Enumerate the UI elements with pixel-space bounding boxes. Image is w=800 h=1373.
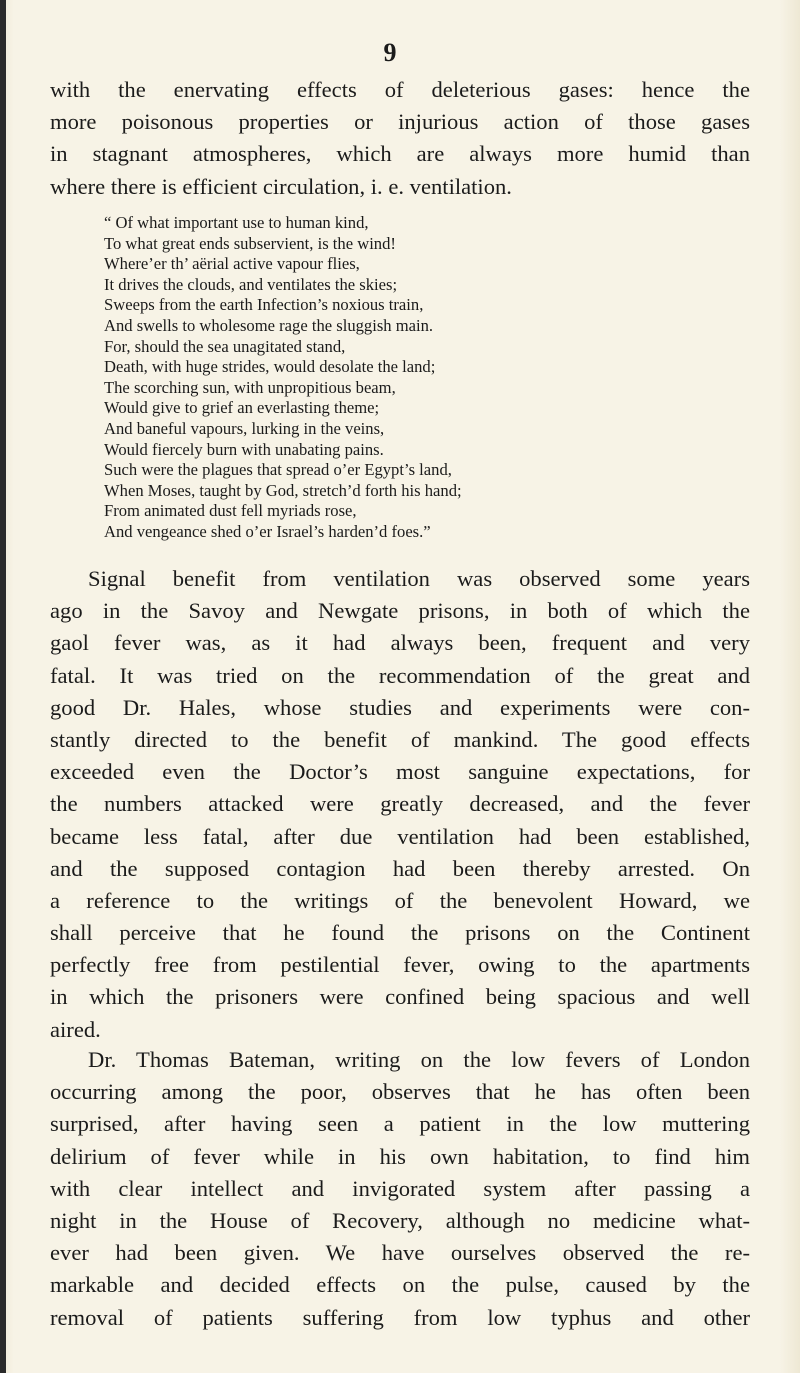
poem-line: When Moses, taught by God, stretch’d forth his hand; <box>104 480 462 500</box>
paragraph-line: Dr. Thomas Bateman, writing on the low fevers of London <box>88 1047 750 1072</box>
poem-line: It drives the clouds, and ventilates the skies; <box>104 274 398 294</box>
poem-line: “ Of what important use to human kind, <box>104 213 369 232</box>
poem-line: The scorching sun, with unpropitious beam, <box>104 377 396 397</box>
intro-paragraph <box>50 74 750 203</box>
paragraph-line: and the supposed contagion had been thereby arrested. On <box>50 855 750 881</box>
paragraph-line: ago in the Savoy and Newgate prisons, in both of which the <box>50 598 750 624</box>
paragraph-line: removal of patients suffering from low typhus and other <box>50 1304 750 1330</box>
poem-line: Death, with huge strides, would desolate the land; <box>104 357 436 377</box>
paragraph-line: the numbers attacked were greatly decreased, and the fever <box>50 791 750 817</box>
paragraph-line: stantly directed to the benefit of mankind. The good effects <box>50 726 750 752</box>
paragraph-line: ever had been given. We have ourselves observed the re- <box>50 1240 750 1266</box>
paragraph-line: in which the prisoners were confined being spacious and well <box>50 984 750 1010</box>
paragraph-line: delirium of fever while in his own habitation, to find him <box>50 1143 750 1169</box>
paragraph-ventilation-prisons <box>50 563 750 1046</box>
paragraph-line: shall perceive that he found the prisons on the Continent <box>50 920 750 946</box>
page-spine-edge <box>0 0 6 1373</box>
poem-line: To what great ends subservient, is the wind! <box>104 233 396 253</box>
paragraph-line: with clear intellect and invigorated system after passing a <box>50 1175 750 1201</box>
poem-line: Where’er th’ aërial active vapour flies, <box>104 254 360 274</box>
poem-line: Would give to grief an everlasting theme; <box>104 398 380 418</box>
paragraph-line: surprised, after having seen a patient in the low muttering <box>50 1111 750 1137</box>
intro-line: in stagnant atmospheres, which are always more humid than <box>50 141 750 167</box>
paragraph-line: occurring among the poor, observes that he has often been <box>50 1079 750 1105</box>
paragraph-line: Signal benefit from ventilation was observed some years <box>88 566 750 591</box>
poem-line: For, should the sea unagitated stand, <box>104 336 346 356</box>
poem-line: And swells to wholesome rage the sluggish main. <box>104 315 434 335</box>
intro-line: with the enervating effects of deleterious gases: hence the <box>50 77 750 102</box>
intro-line: more poisonous properties or injurious action of those gases <box>50 109 750 135</box>
paragraph-bateman <box>50 1044 750 1334</box>
poem-line: Would fiercely burn with unabating pains. <box>104 439 384 459</box>
paragraph-line: became less fatal, after due ventilation had been established, <box>50 823 750 849</box>
paragraph-line: gaol fever was, as it had always been, frequent and very <box>50 630 750 656</box>
paragraph-line: markable and decided effects on the pulse, caused by the <box>50 1272 750 1298</box>
paragraph-line: night in the House of Recovery, although no medicine what- <box>50 1207 750 1233</box>
poem-line: And baneful vapours, lurking in the veins, <box>104 418 385 438</box>
intro-line: where there is efficient circulation, i. e. ventilation. <box>50 173 512 199</box>
paragraph-line: good Dr. Hales, whose studies and experiments were con- <box>50 694 750 720</box>
paragraph-line: a reference to the writings of the benevolent Howard, we <box>50 887 750 913</box>
paragraph-line: fatal. It was tried on the recommendation of the great and <box>50 662 750 688</box>
poem-line: Such were the plagues that spread o’er Egypt’s land, <box>104 460 452 480</box>
page-number: 9 <box>383 38 397 67</box>
paragraph-line: aired. <box>50 1016 101 1042</box>
poem-line: Sweeps from the earth Infection’s noxious train, <box>104 295 424 315</box>
paragraph-line: perfectly free from pestilential fever, owing to the apartments <box>50 952 750 978</box>
poem-line: And vengeance shed o’er Israel’s harden’d foes.” <box>104 521 431 541</box>
quoted-poem <box>104 213 724 543</box>
paragraph-line: exceeded even the Doctor’s most sanguine expectations, for <box>50 759 750 785</box>
poem-line: From animated dust fell myriads rose, <box>104 501 357 521</box>
